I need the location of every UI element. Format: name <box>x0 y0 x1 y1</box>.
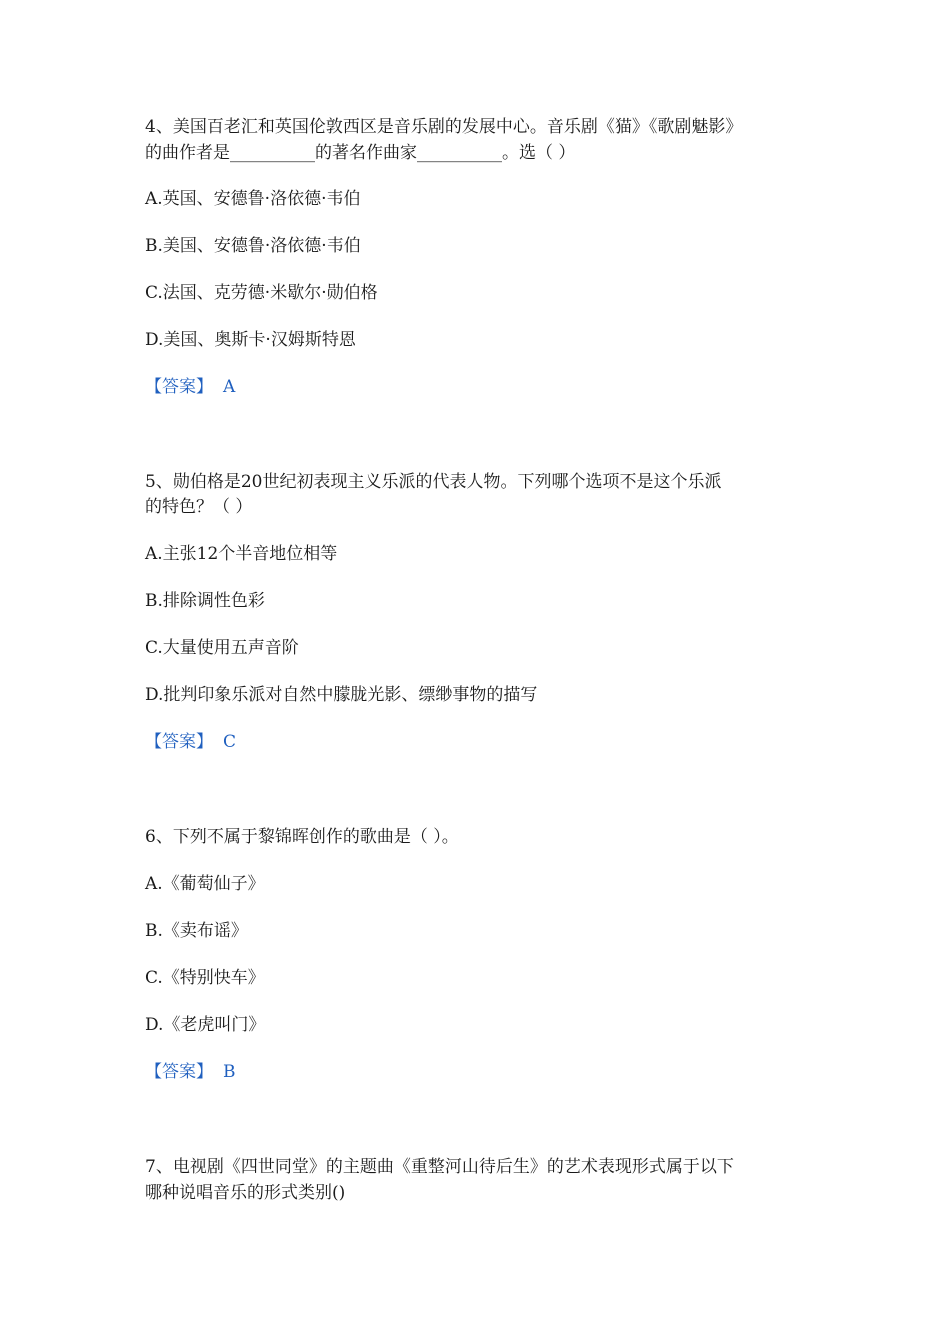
answer-label: 【答案】 <box>145 732 213 752</box>
question-6-option-b: B.《卖布谣》 <box>145 921 248 941</box>
answer-value: C <box>223 732 237 752</box>
question-5-answer <box>145 729 236 755</box>
question-4-line-1: 4、美国百老汇和英国伦敦西区是音乐剧的发展中心。音乐剧《猫》《歌剧魅影》 <box>145 117 743 137</box>
question-5-line-1: 5、勋伯格是20世纪初表现主义乐派的代表人物。下列哪个选项不是这个乐派 <box>145 472 722 492</box>
question-4-option-c: C.法国、克劳德·米歇尔·勋伯格 <box>145 283 378 303</box>
question-7-line-1: 7、电视剧《四世同堂》的主题曲《重整河山待后生》的艺术表现形式属于以下 <box>145 1157 734 1177</box>
question-6-option-a: A.《葡萄仙子》 <box>145 874 265 894</box>
question-4-option-d: D.美国、奥斯卡·汉姆斯特恩 <box>145 330 356 350</box>
answer-label: 【答案】 <box>145 1062 213 1082</box>
question-6-option-c: C.《特别快车》 <box>145 968 265 988</box>
question-4-option-a: A.英国、安德鲁·洛依德·韦伯 <box>145 189 361 209</box>
question-5-line-2: 的特色？（ ） <box>145 497 253 517</box>
question-4-option-b: B.美国、安德鲁·洛依德·韦伯 <box>145 236 361 256</box>
answer-label: 【答案】 <box>145 377 213 397</box>
question-5-option-c: C.大量使用五声音阶 <box>145 638 299 658</box>
question-7-line-2: 哪种说唱音乐的形式类别() <box>145 1183 346 1203</box>
question-5-option-d: D.批判印象乐派对自然中朦胧光影、缥缈事物的描写 <box>145 685 538 705</box>
question-6-line-1: 6、下列不属于黎锦晖创作的歌曲是（ ）。 <box>145 827 459 847</box>
question-5-option-a: A.主张12个半音地位相等 <box>145 544 338 564</box>
question-6-answer <box>145 1059 236 1085</box>
question-6-option-d: D.《老虎叫门》 <box>145 1015 266 1035</box>
answer-value: B <box>223 1062 236 1082</box>
question-4-line-2: 的曲作者是__________的著名作曲家__________。选（ ） <box>145 143 576 163</box>
answer-value: A <box>223 377 236 397</box>
question-5-option-b: B.排除调性色彩 <box>145 591 265 611</box>
question-4-answer <box>145 374 235 400</box>
